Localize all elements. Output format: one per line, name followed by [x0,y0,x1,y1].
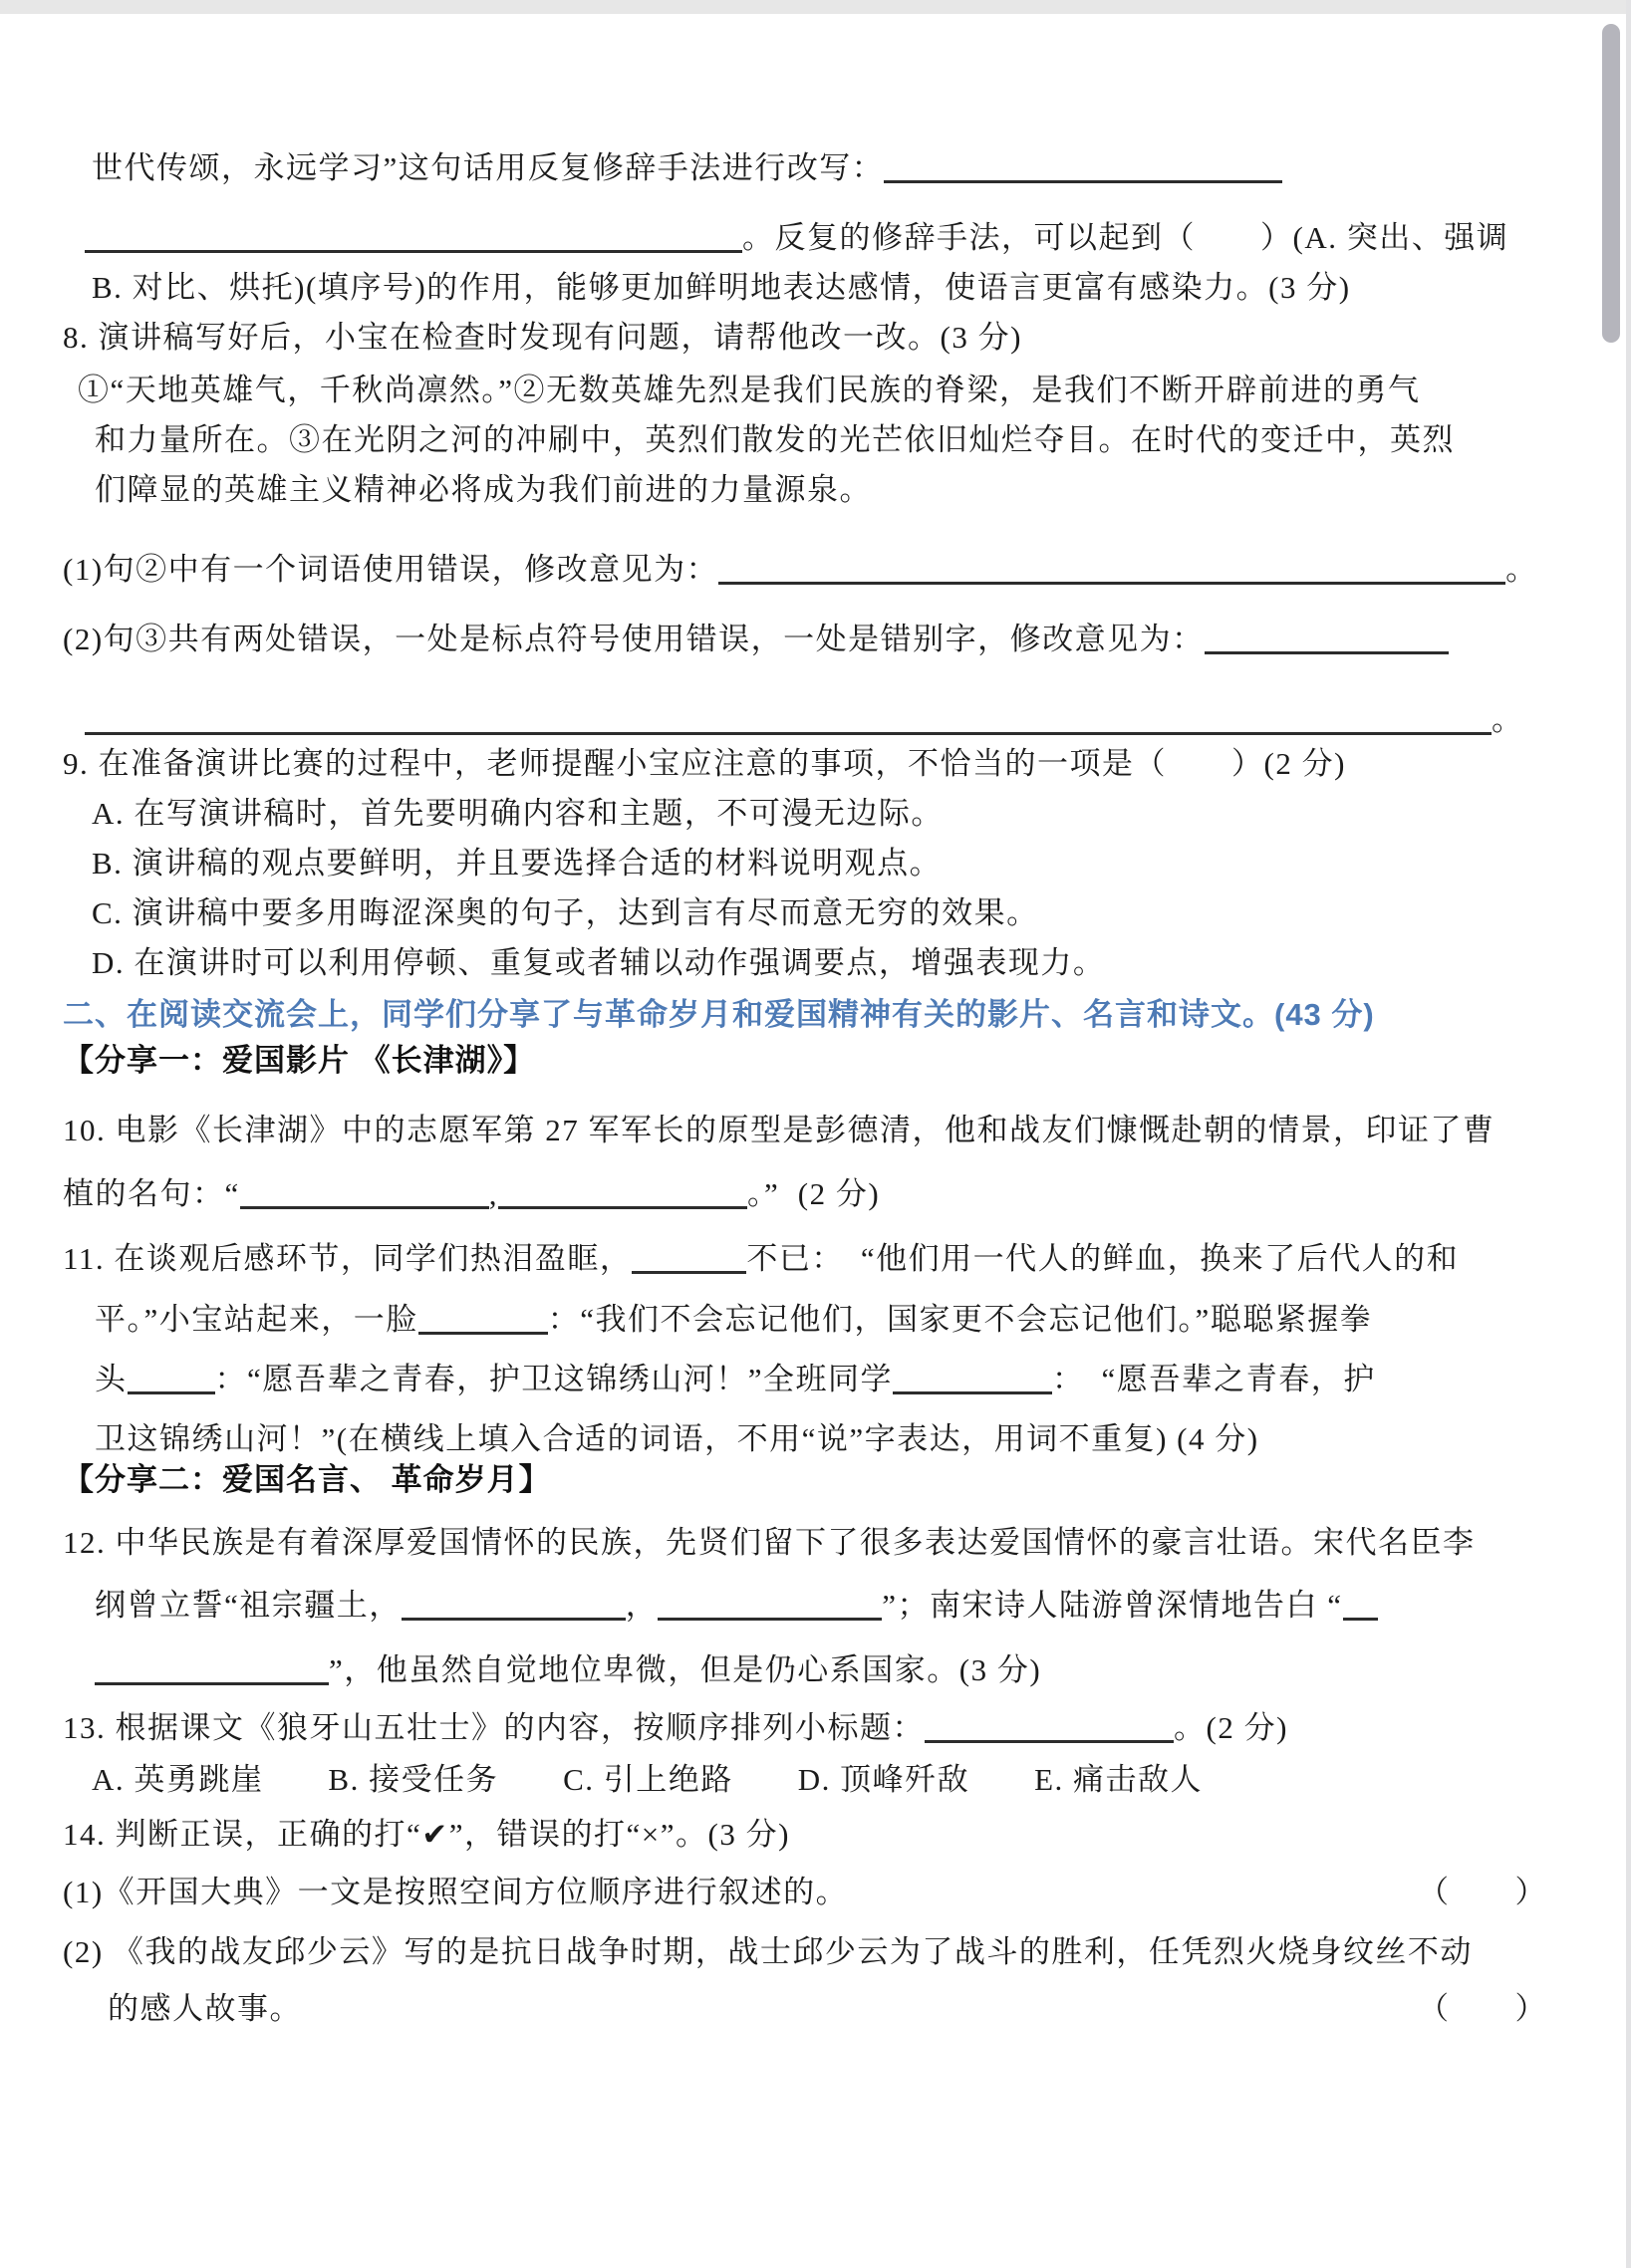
answer-blank [718,550,1505,585]
q7-rewrite-blank-and-choice-text [85,220,1508,255]
q12-line-2 [95,1583,1378,1629]
q10-line-1 [63,1108,1495,1153]
answer-blank [884,148,1282,183]
text-segment: 12. 中华民族是有着深厚爱国情怀的民族，先贤们留下了很多表达爱国情怀的豪言壮语。宋代名臣李 [63,1525,1476,1560]
q9-stem-text [63,746,1346,781]
q11-line-3-text [95,1362,1376,1396]
answer-blank [893,1360,1052,1394]
answer-blank [418,1300,548,1335]
q8-passage-line-3-text [95,472,872,507]
section-2-heading [63,992,1375,1038]
answer-blank [402,1586,626,1621]
text-segment: ， [625,1588,659,1623]
q10-line-2 [63,1171,880,1217]
q8-subquestion-1 [63,547,1538,593]
text-segment: A. 英勇跳崖 B. 接受任务 C. 引上绝路 D. 顶峰歼敌 E. 痛击敌人 [92,1762,1204,1797]
answer-blank [632,1239,746,1274]
text-segment: D. 在演讲时可以利用停顿、重复或者辅以动作强调要点，增强表现力。 [92,945,1106,980]
share-2-heading-text [63,1462,551,1497]
text-segment: 8. 演讲稿写好后，小宝在检查时发现有问题，请帮他改一改。(3 分) [63,320,1022,355]
q8-subquestion-2-text [63,622,1449,656]
q8-passage-line-3 [95,467,872,513]
q14-item-2-line-1 [63,1929,1473,1975]
q9-option-b-text [92,846,942,881]
text-segment: (1)《开国大典》一文是按照空间方位顺序进行叙述的。 [63,1875,849,1909]
q11-line-3 [95,1357,1376,1402]
text-segment: 植的名句：“ [63,1176,240,1211]
q10-line-1-text [63,1113,1495,1147]
q11-line-1-text [63,1241,1459,1276]
q8-answer-blank-line [85,697,1524,743]
text-segment: ①“天地英雄气，千秋尚凛然。”②无数英雄先烈是我们民族的脊梁，是我们不断开辟前进的勇气 [78,373,1421,407]
text-segment: B. 对比、烘托)(填序号)的作用，能够更加鲜明地表达感情，使语言更富有感染力。(3 分) [92,270,1351,305]
text-segment: 。 [1492,702,1524,737]
q9-stem [63,741,1346,787]
text-segment: 卫这锦绣山河！”(在横线上填入合适的词语，不用“说”字表达，用词不重复) (4 分) [95,1421,1259,1456]
answer-blank [925,1708,1174,1743]
text-segment: A. 在写演讲稿时，首先要明确内容和主题，不可漫无边际。 [92,796,944,831]
text-segment: 不已： “他们用一代人的鲜血，换来了后代人的和 [746,1241,1460,1276]
q11-line-4 [95,1416,1259,1462]
answer-blank [85,700,1492,735]
text-segment: ”，他虽然自觉地位卑微，但是仍心系国家。(3 分) [329,1652,1042,1687]
text-segment: ：“愿吾辈之青春，护卫这锦绣山河！”全班同学 [214,1362,894,1396]
q12-line-2-text [95,1588,1378,1623]
q12-line-3-text [95,1652,1041,1687]
q11-line-4-text [95,1421,1259,1456]
q14-item-1 [63,1870,1547,1915]
answer-parentheses: （ ） [1418,1875,1547,1909]
q14-stem-text [63,1817,790,1852]
text-segment: , [488,1176,499,1211]
q13-stem-text [63,1710,1288,1745]
q8-passage-line-2-text [95,422,1455,457]
q8-stem-text [63,320,1022,355]
text-segment: 【分享二：爱国名言、 革命岁月】 [63,1462,551,1497]
text-segment: ： “愿吾辈之青春，护 [1052,1362,1376,1396]
q8-passage-line-1 [78,368,1421,413]
q7-rewrite-blank-and-choice [85,215,1508,261]
q14-stem [63,1812,790,1858]
q14-item-1-text [63,1870,848,1915]
text-segment: B. 演讲稿的观点要鲜明，并且要选择合适的材料说明观点。 [92,846,943,881]
q13-options [92,1757,1203,1803]
q9-option-c [92,890,1039,936]
q7-rewrite-prompt [92,145,1282,191]
text-segment: 的感人故事。 [108,1991,302,2026]
q13-stem [63,1705,1288,1751]
q12-line-1-text [63,1525,1476,1560]
answer-parentheses: （ ） [1418,1991,1547,2026]
q14-item-2-line-2 [108,1986,1547,2032]
share-1-heading [63,1038,535,1084]
text-segment: (1)句②中有一个词语使用错误，修改意见为： [63,552,719,587]
q9-option-a [92,791,944,837]
q11-line-2 [95,1297,1372,1343]
text-segment: 世代传颂，永远学习”这句话用反复修辞手法进行改写： [92,150,885,185]
share-2-heading [63,1457,551,1503]
answer-blank [128,1360,215,1394]
q7-rewrite-prompt-text [92,150,1282,185]
answer-blank [1343,1586,1378,1621]
q7-choice-option-b-line [92,265,1351,311]
text-segment: (2) 《我的战友邱少云》写的是抗日战争时期，战士邱少云为了战斗的胜利，任凭烈火烧身纹丝不动 [63,1934,1473,1969]
text-segment: 。反复的修辞手法，可以起到（ ）(A. 突出、强调 [742,220,1509,255]
text-segment: 10. 电影《长津湖》中的志愿军第 27 军军长的原型是彭德清，他和战友们慷慨赴朝的情景，印证了曹 [63,1113,1495,1147]
text-segment: 9. 在准备演讲比赛的过程中，老师提醒小宝应注意的事项，不恰当的一项是（ ）(2 分) [63,746,1346,781]
scrollbar-thumb[interactable] [1602,24,1620,343]
q7-choice-option-b-line-text [92,270,1351,305]
text-segment: 纲曾立誓“祖宗疆土， [95,1588,402,1623]
text-segment: 们障显的英雄主义精神必将成为我们前进的力量源泉。 [95,472,872,507]
text-segment: 二、在阅读交流会上，同学们分享了与革命岁月和爱国精神有关的影片、名言和诗文。(43 分) [63,997,1375,1032]
q9-option-b [92,841,942,886]
q8-passage-line-2 [95,417,1455,463]
q12-line-3 [95,1647,1041,1693]
q8-answer-blank-line-text [85,702,1524,737]
q14-item-2-line-2-text [108,1986,302,2032]
q12-line-1 [63,1520,1476,1566]
q8-stem [63,315,1022,361]
answer-blank [658,1586,882,1621]
share-1-heading-text [63,1043,535,1078]
q10-line-2-text [63,1176,880,1211]
text-segment: 13. 根据课文《狼牙山五壮士》的内容，按顺序排列小标题： [63,1710,925,1745]
text-segment: 14. 判断正误，正确的打“✔”，错误的打“×”。(3 分) [63,1817,790,1852]
text-segment: 平。”小宝站起来，一脸 [95,1302,418,1337]
answer-blank [85,218,742,253]
q9-option-c-text [92,895,1039,930]
text-segment: 11. 在谈观后感环节，同学们热泪盈眶， [63,1241,633,1276]
section-2-heading-text [63,997,1375,1032]
q11-line-1 [63,1236,1459,1282]
q9-option-a-text [92,796,944,831]
text-segment: (2)句③共有两处错误，一处是标点符号使用错误，一处是错别字，修改意见为： [63,622,1205,656]
text-segment: 【分享一：爱国影片 《长津湖》】 [63,1043,536,1078]
q9-option-d-text [92,945,1105,980]
q14-item-2-line-1-text [63,1934,1473,1969]
window-top-edge [0,0,1631,14]
answer-blank [498,1174,747,1209]
q8-subquestion-1-text [63,552,1538,587]
answer-blank [1205,620,1449,654]
answer-blank [95,1650,329,1685]
text-segment: 头 [95,1362,128,1396]
text-segment: 和力量所在。③在光阴之河的冲刷中，英烈们散发的光芒依旧灿烂夺目。在时代的变迁中，英烈 [95,422,1455,457]
q8-passage-line-1-text [78,373,1421,407]
q11-line-2-text [95,1302,1372,1337]
text-segment: 。” (2 分) [747,1176,881,1211]
window-right-edge [1626,0,1631,2268]
text-segment: ：“我们不会忘记他们，国家更不会忘记他们。”聪聪紧握拳 [547,1302,1373,1337]
q8-subquestion-2 [63,617,1449,662]
answer-blank [240,1174,489,1209]
text-segment: 。 [1505,552,1538,587]
q13-options-text [92,1762,1203,1797]
text-segment: C. 演讲稿中要多用晦涩深奥的句子，达到言有尽而意无穷的效果。 [92,895,1039,930]
q9-option-d [92,940,1105,986]
text-segment: ”；南宋诗人陆游曾深情地告白 “ [882,1588,1343,1623]
text-segment: 。(2 分) [1174,1710,1288,1745]
